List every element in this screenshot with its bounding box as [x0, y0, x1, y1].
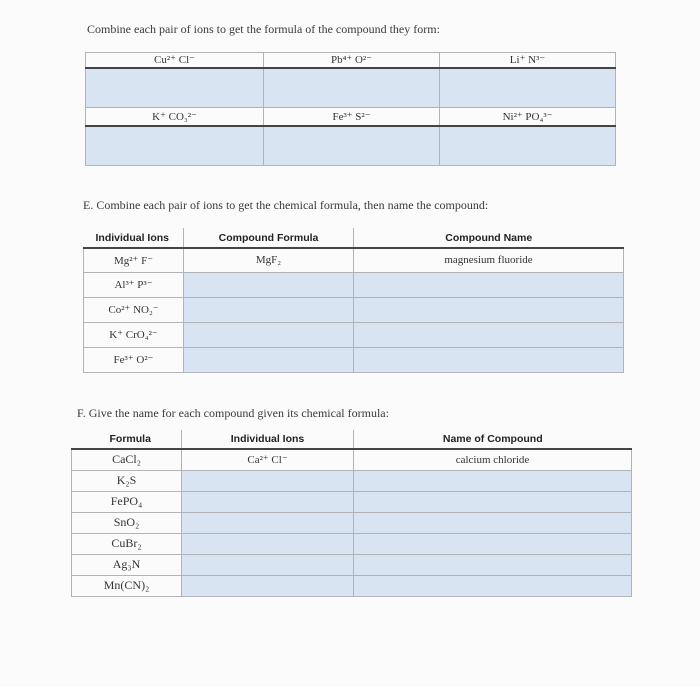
- name-answer-cell[interactable]: [354, 297, 624, 322]
- ions-answer-cell[interactable]: [182, 470, 354, 491]
- formula-answer-cell[interactable]: [184, 272, 354, 297]
- table-row: [84, 297, 624, 322]
- section-f-header-row: [72, 430, 632, 449]
- name-answer-cell[interactable]: [354, 554, 632, 575]
- ions-cell: Co²⁺ NO₂⁻: [84, 297, 184, 322]
- name-answer-cell[interactable]: [354, 322, 624, 347]
- formula-answer-cell[interactable]: [86, 126, 264, 166]
- formula-cell: SnO₂: [72, 512, 182, 533]
- ion-pair-label: Cu²⁺ Cl⁻: [86, 53, 264, 68]
- formula-answer-cell[interactable]: [184, 347, 354, 372]
- name-answer-cell[interactable]: [354, 491, 632, 512]
- ions-cell: Fe³⁺ O²⁻: [84, 347, 184, 372]
- ion-pair-label: Pb⁴⁺ O²⁻: [264, 53, 440, 68]
- ions-cell: K⁺ CrO₄²⁻: [84, 322, 184, 347]
- ions-answer-cell[interactable]: [182, 512, 354, 533]
- table-row: [72, 554, 632, 575]
- section-e-table: [83, 228, 624, 373]
- name-answer-cell[interactable]: [354, 533, 632, 554]
- formula-cell: Ag₃N: [72, 554, 182, 575]
- name-answer-cell[interactable]: [354, 575, 632, 596]
- section-d-label-row-2: [86, 108, 616, 126]
- ions-answer-cell[interactable]: [182, 554, 354, 575]
- column-header-compound-formula: Compound Formula: [184, 228, 354, 248]
- section-d-label-row-1: [86, 53, 616, 68]
- section-d-table: [85, 52, 616, 166]
- formula-answer-cell[interactable]: [440, 126, 616, 166]
- table-row: [72, 470, 632, 491]
- column-header-formula: Formula: [72, 430, 182, 449]
- formula-answer-cell[interactable]: [264, 126, 440, 166]
- ions-cell: Ca²⁺ Cl⁻: [182, 449, 354, 470]
- ions-answer-cell[interactable]: [182, 575, 354, 596]
- column-header-compound-name: Compound Name: [354, 228, 624, 248]
- section-f-heading: F. Give the name for each compound given its chemical formula:: [77, 406, 389, 420]
- table-row: [72, 575, 632, 596]
- name-answer-cell[interactable]: [354, 512, 632, 533]
- ion-pair-label: Ni²⁺ PO₄³⁻: [440, 108, 616, 126]
- column-header-individual-ions: Individual Ions: [84, 228, 184, 248]
- column-header-individual-ions: Individual Ions: [182, 430, 354, 449]
- formula-cell: CuBr₂: [72, 533, 182, 554]
- ion-pair-label: Fe³⁺ S²⁻: [264, 108, 440, 126]
- formula-cell: Mn(CN)₂: [72, 575, 182, 596]
- ions-answer-cell[interactable]: [182, 491, 354, 512]
- table-row: [72, 491, 632, 512]
- table-row: [84, 248, 624, 272]
- formula-cell: MgF₂: [184, 248, 354, 272]
- table-row: [84, 322, 624, 347]
- section-f-table: [71, 430, 632, 597]
- table-row: [72, 449, 632, 470]
- formula-cell: CaCl₂: [72, 449, 182, 470]
- name-answer-cell[interactable]: [354, 470, 632, 491]
- formula-answer-cell[interactable]: [184, 322, 354, 347]
- ions-cell: Al³⁺ P³⁻: [84, 272, 184, 297]
- section-d-answer-row-2: [86, 126, 616, 166]
- formula-answer-cell[interactable]: [86, 68, 264, 108]
- name-cell: calcium chloride: [354, 449, 632, 470]
- column-header-name-of-compound: Name of Compound: [354, 430, 632, 449]
- table-row: [72, 533, 632, 554]
- formula-cell: FePO₄: [72, 491, 182, 512]
- name-answer-cell[interactable]: [354, 272, 624, 297]
- table-row: [84, 347, 624, 372]
- section-d-answer-row-1: [86, 68, 616, 108]
- ion-pair-label: K⁺ CO₃²⁻: [86, 108, 264, 126]
- section-e-header-row: [84, 228, 624, 248]
- ions-cell: Mg²⁺ F⁻: [84, 248, 184, 272]
- section-e-heading: E. Combine each pair of ions to get the chemical formula, then name the compound:: [83, 198, 489, 212]
- formula-answer-cell[interactable]: [184, 297, 354, 322]
- table-row: [84, 272, 624, 297]
- ions-answer-cell[interactable]: [182, 533, 354, 554]
- formula-answer-cell[interactable]: [440, 68, 616, 108]
- formula-answer-cell[interactable]: [264, 68, 440, 108]
- formula-cell: K₂S: [72, 470, 182, 491]
- ion-pair-label: Li⁺ N³⁻: [440, 53, 616, 68]
- section-d-heading: Combine each pair of ions to get the formula of the compound they form:: [87, 22, 440, 36]
- table-row: [72, 512, 632, 533]
- name-cell: magnesium fluoride: [354, 248, 624, 272]
- name-answer-cell[interactable]: [354, 347, 624, 372]
